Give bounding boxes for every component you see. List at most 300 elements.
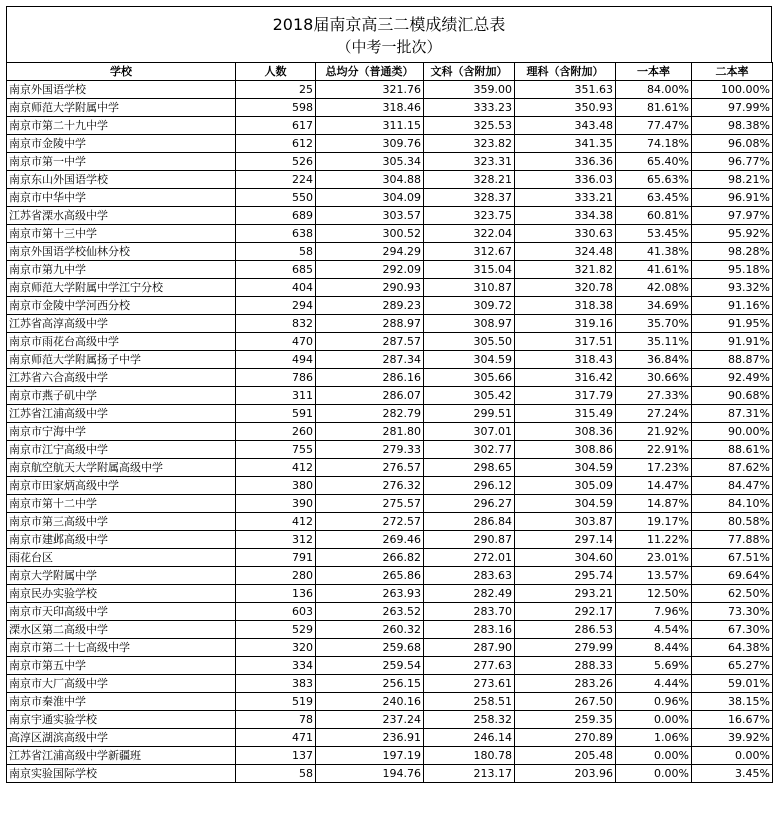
tier1-rate: 12.50% (616, 585, 692, 603)
student-count: 311 (236, 387, 316, 405)
school-name: 南京市金陵中学河西分校 (7, 297, 236, 315)
tier1-rate: 22.91% (616, 441, 692, 459)
tier1-rate: 19.17% (616, 513, 692, 531)
table-row (7, 693, 773, 711)
tier2-rate: 88.87% (692, 351, 773, 369)
table-row (7, 297, 773, 315)
total-avg: 263.93 (316, 585, 424, 603)
science-avg: 318.38 (515, 297, 616, 315)
student-count: 224 (236, 171, 316, 189)
total-avg: 318.46 (316, 99, 424, 117)
tier2-rate: 88.61% (692, 441, 773, 459)
total-avg: 287.57 (316, 333, 424, 351)
total-avg: 237.24 (316, 711, 424, 729)
science-avg: 319.16 (515, 315, 616, 333)
tier1-rate: 0.00% (616, 765, 692, 783)
school-name: 南京市第二十七高级中学 (7, 639, 236, 657)
arts-avg: 312.67 (424, 243, 515, 261)
science-avg: 315.49 (515, 405, 616, 423)
school-name: 南京市燕子矶中学 (7, 387, 236, 405)
arts-avg: 323.82 (424, 135, 515, 153)
total-avg: 263.52 (316, 603, 424, 621)
student-count: 617 (236, 117, 316, 135)
arts-avg: 302.77 (424, 441, 515, 459)
total-avg: 266.82 (316, 549, 424, 567)
total-avg: 288.97 (316, 315, 424, 333)
table-row (7, 639, 773, 657)
school-name: 南京市中华中学 (7, 189, 236, 207)
tier2-rate: 73.30% (692, 603, 773, 621)
tier2-rate: 91.16% (692, 297, 773, 315)
total-avg: 309.76 (316, 135, 424, 153)
school-name: 南京师范大学附属中学江宁分校 (7, 279, 236, 297)
student-count: 320 (236, 639, 316, 657)
school-name: 南京市第十三中学 (7, 225, 236, 243)
total-avg: 260.32 (316, 621, 424, 639)
science-avg: 304.59 (515, 459, 616, 477)
tier2-rate: 0.00% (692, 747, 773, 765)
tier1-rate: 77.47% (616, 117, 692, 135)
table-row (7, 603, 773, 621)
total-avg: 294.29 (316, 243, 424, 261)
school-name: 南京外国语学校仙林分校 (7, 243, 236, 261)
tier2-rate: 87.62% (692, 459, 773, 477)
header-tier1-rate: 一本率 (616, 63, 692, 81)
student-count: 58 (236, 243, 316, 261)
arts-avg: 310.87 (424, 279, 515, 297)
tier2-rate: 97.97% (692, 207, 773, 225)
tier2-rate: 93.32% (692, 279, 773, 297)
tier1-rate: 63.45% (616, 189, 692, 207)
header-total-avg: 总均分（普通类） (316, 63, 424, 81)
total-avg: 194.76 (316, 765, 424, 783)
tier1-rate: 14.87% (616, 495, 692, 513)
total-avg: 276.57 (316, 459, 424, 477)
student-count: 78 (236, 711, 316, 729)
page-title: 2018届南京高三二模成绩汇总表 (272, 15, 506, 34)
tier1-rate: 35.70% (616, 315, 692, 333)
total-avg: 276.32 (316, 477, 424, 495)
tier2-rate: 64.38% (692, 639, 773, 657)
tier1-rate: 74.18% (616, 135, 692, 153)
tier2-rate: 91.95% (692, 315, 773, 333)
tier1-rate: 23.01% (616, 549, 692, 567)
page-subtitle: （中考一批次） (336, 38, 442, 56)
tier1-rate: 27.33% (616, 387, 692, 405)
title-box (6, 6, 772, 62)
total-avg: 272.57 (316, 513, 424, 531)
header-count: 人数 (236, 63, 316, 81)
student-count: 334 (236, 657, 316, 675)
table-row (7, 765, 773, 783)
science-avg: 292.17 (515, 603, 616, 621)
student-count: 612 (236, 135, 316, 153)
arts-avg: 296.27 (424, 495, 515, 513)
arts-avg: 282.49 (424, 585, 515, 603)
science-avg: 279.99 (515, 639, 616, 657)
school-name: 江苏省溧水高级中学 (7, 207, 236, 225)
table-row (7, 747, 773, 765)
total-avg: 292.09 (316, 261, 424, 279)
arts-avg: 304.59 (424, 351, 515, 369)
total-avg: 287.34 (316, 351, 424, 369)
table-row (7, 711, 773, 729)
tier2-rate: 59.01% (692, 675, 773, 693)
tier1-rate: 65.40% (616, 153, 692, 171)
tier1-rate: 0.00% (616, 711, 692, 729)
student-count: 791 (236, 549, 316, 567)
tier2-rate: 69.64% (692, 567, 773, 585)
school-name: 南京市第五中学 (7, 657, 236, 675)
school-name: 南京市田家炳高级中学 (7, 477, 236, 495)
science-avg: 336.36 (515, 153, 616, 171)
science-avg: 308.36 (515, 423, 616, 441)
tier2-rate: 39.92% (692, 729, 773, 747)
tier1-rate: 0.96% (616, 693, 692, 711)
total-avg: 286.16 (316, 369, 424, 387)
arts-avg: 283.16 (424, 621, 515, 639)
student-count: 689 (236, 207, 316, 225)
arts-avg: 283.63 (424, 567, 515, 585)
school-name: 南京航空航天大学附属高级中学 (7, 459, 236, 477)
school-name: 南京市秦淮中学 (7, 693, 236, 711)
student-count: 526 (236, 153, 316, 171)
school-name: 南京宇通实验学校 (7, 711, 236, 729)
student-count: 260 (236, 423, 316, 441)
table-row (7, 225, 773, 243)
tier1-rate: 13.57% (616, 567, 692, 585)
arts-avg: 325.53 (424, 117, 515, 135)
table-row (7, 189, 773, 207)
tier1-rate: 4.54% (616, 621, 692, 639)
school-name: 南京市天印高级中学 (7, 603, 236, 621)
science-avg: 283.26 (515, 675, 616, 693)
arts-avg: 213.17 (424, 765, 515, 783)
school-name: 南京师范大学附属中学 (7, 99, 236, 117)
total-avg: 304.09 (316, 189, 424, 207)
school-name: 南京市江宁高级中学 (7, 441, 236, 459)
student-count: 550 (236, 189, 316, 207)
school-name: 南京市第十二中学 (7, 495, 236, 513)
science-avg: 304.59 (515, 495, 616, 513)
arts-avg: 307.01 (424, 423, 515, 441)
table-row (7, 81, 773, 99)
school-name: 南京市第二十九中学 (7, 117, 236, 135)
table-row (7, 171, 773, 189)
science-avg: 297.14 (515, 531, 616, 549)
table-row (7, 549, 773, 567)
school-name: 南京市第一中学 (7, 153, 236, 171)
school-name: 南京市雨花台高级中学 (7, 333, 236, 351)
table-row (7, 441, 773, 459)
school-name: 南京市建邺高级中学 (7, 531, 236, 549)
student-count: 832 (236, 315, 316, 333)
total-avg: 289.23 (316, 297, 424, 315)
school-name: 高淳区湖滨高级中学 (7, 729, 236, 747)
tier2-rate: 96.91% (692, 189, 773, 207)
tier2-rate: 38.15% (692, 693, 773, 711)
tier2-rate: 92.49% (692, 369, 773, 387)
tier1-rate: 35.11% (616, 333, 692, 351)
tier1-rate: 65.63% (616, 171, 692, 189)
arts-avg: 246.14 (424, 729, 515, 747)
science-avg: 267.50 (515, 693, 616, 711)
table-row (7, 99, 773, 117)
total-avg: 282.79 (316, 405, 424, 423)
tier2-rate: 98.21% (692, 171, 773, 189)
arts-avg: 315.04 (424, 261, 515, 279)
tier2-rate: 90.68% (692, 387, 773, 405)
tier1-rate: 11.22% (616, 531, 692, 549)
arts-avg: 305.42 (424, 387, 515, 405)
table-row (7, 657, 773, 675)
tier1-rate: 8.44% (616, 639, 692, 657)
total-avg: 286.07 (316, 387, 424, 405)
tier1-rate: 53.45% (616, 225, 692, 243)
total-avg: 300.52 (316, 225, 424, 243)
tier1-rate: 21.92% (616, 423, 692, 441)
tier1-rate: 27.24% (616, 405, 692, 423)
table-row (7, 117, 773, 135)
table-row (7, 261, 773, 279)
total-avg: 290.93 (316, 279, 424, 297)
school-name: 南京外国语学校 (7, 81, 236, 99)
table-row (7, 729, 773, 747)
school-name: 南京大学附属中学 (7, 567, 236, 585)
school-name: 南京市宁海中学 (7, 423, 236, 441)
tier2-rate: 77.88% (692, 531, 773, 549)
tier2-rate: 95.92% (692, 225, 773, 243)
student-count: 598 (236, 99, 316, 117)
tier1-rate: 30.66% (616, 369, 692, 387)
tier2-rate: 98.38% (692, 117, 773, 135)
arts-avg: 272.01 (424, 549, 515, 567)
student-count: 58 (236, 765, 316, 783)
school-name: 江苏省六合高级中学 (7, 369, 236, 387)
tier2-rate: 67.51% (692, 549, 773, 567)
tier2-rate: 16.67% (692, 711, 773, 729)
tier1-rate: 81.61% (616, 99, 692, 117)
student-count: 383 (236, 675, 316, 693)
tier2-rate: 96.77% (692, 153, 773, 171)
arts-avg: 287.90 (424, 639, 515, 657)
science-avg: 286.53 (515, 621, 616, 639)
tier2-rate: 98.28% (692, 243, 773, 261)
tier2-rate: 65.27% (692, 657, 773, 675)
school-name: 南京市第九中学 (7, 261, 236, 279)
table-row (7, 315, 773, 333)
science-avg: 330.63 (515, 225, 616, 243)
total-avg: 269.46 (316, 531, 424, 549)
school-name: 南京民办实验学校 (7, 585, 236, 603)
science-avg: 334.38 (515, 207, 616, 225)
student-count: 519 (236, 693, 316, 711)
tier1-rate: 0.00% (616, 747, 692, 765)
student-count: 390 (236, 495, 316, 513)
table-row (7, 495, 773, 513)
arts-avg: 322.04 (424, 225, 515, 243)
arts-avg: 305.50 (424, 333, 515, 351)
tier1-rate: 60.81% (616, 207, 692, 225)
student-count: 412 (236, 513, 316, 531)
arts-avg: 299.51 (424, 405, 515, 423)
header-school: 学校 (7, 63, 236, 81)
table-row (7, 477, 773, 495)
total-avg: 281.80 (316, 423, 424, 441)
tier1-rate: 34.69% (616, 297, 692, 315)
arts-avg: 180.78 (424, 747, 515, 765)
school-name: 南京市第三高级中学 (7, 513, 236, 531)
table-row (7, 621, 773, 639)
total-avg: 311.15 (316, 117, 424, 135)
student-count: 494 (236, 351, 316, 369)
total-avg: 279.33 (316, 441, 424, 459)
science-avg: 308.86 (515, 441, 616, 459)
science-avg: 305.09 (515, 477, 616, 495)
school-name: 江苏省高淳高级中学 (7, 315, 236, 333)
arts-avg: 305.66 (424, 369, 515, 387)
tier1-rate: 42.08% (616, 279, 692, 297)
school-name: 江苏省江浦高级中学新疆班 (7, 747, 236, 765)
student-count: 755 (236, 441, 316, 459)
arts-avg: 328.21 (424, 171, 515, 189)
science-avg: 341.35 (515, 135, 616, 153)
table-row (7, 333, 773, 351)
science-avg: 320.78 (515, 279, 616, 297)
science-avg: 293.21 (515, 585, 616, 603)
student-count: 404 (236, 279, 316, 297)
arts-avg: 273.61 (424, 675, 515, 693)
school-name: 南京市大厂高级中学 (7, 675, 236, 693)
science-avg: 333.21 (515, 189, 616, 207)
science-avg: 317.79 (515, 387, 616, 405)
student-count: 137 (236, 747, 316, 765)
tier1-rate: 84.00% (616, 81, 692, 99)
tier2-rate: 91.91% (692, 333, 773, 351)
total-avg: 305.34 (316, 153, 424, 171)
table-row (7, 423, 773, 441)
science-avg: 203.96 (515, 765, 616, 783)
arts-avg: 328.37 (424, 189, 515, 207)
header-row (7, 63, 773, 81)
table-row (7, 387, 773, 405)
total-avg: 236.91 (316, 729, 424, 747)
total-avg: 275.57 (316, 495, 424, 513)
student-count: 412 (236, 459, 316, 477)
science-avg: 317.51 (515, 333, 616, 351)
table-row (7, 567, 773, 585)
tier1-rate: 41.61% (616, 261, 692, 279)
total-avg: 303.57 (316, 207, 424, 225)
total-avg: 265.86 (316, 567, 424, 585)
student-count: 638 (236, 225, 316, 243)
science-avg: 316.42 (515, 369, 616, 387)
table-row (7, 459, 773, 477)
total-avg: 240.16 (316, 693, 424, 711)
science-avg: 318.43 (515, 351, 616, 369)
science-avg: 259.35 (515, 711, 616, 729)
student-count: 603 (236, 603, 316, 621)
table-row (7, 585, 773, 603)
total-avg: 321.76 (316, 81, 424, 99)
tier1-rate: 14.47% (616, 477, 692, 495)
school-name: 南京市金陵中学 (7, 135, 236, 153)
arts-avg: 309.72 (424, 297, 515, 315)
table-body (7, 81, 773, 783)
arts-avg: 290.87 (424, 531, 515, 549)
table-row (7, 279, 773, 297)
tier1-rate: 1.06% (616, 729, 692, 747)
score-sheet (6, 6, 772, 783)
total-avg: 197.19 (316, 747, 424, 765)
table-row (7, 675, 773, 693)
science-avg: 324.48 (515, 243, 616, 261)
tier2-rate: 90.00% (692, 423, 773, 441)
science-avg: 303.87 (515, 513, 616, 531)
science-avg: 304.60 (515, 549, 616, 567)
school-name: 雨花台区 (7, 549, 236, 567)
tier2-rate: 95.18% (692, 261, 773, 279)
tier1-rate: 17.23% (616, 459, 692, 477)
tier2-rate: 96.08% (692, 135, 773, 153)
arts-avg: 283.70 (424, 603, 515, 621)
school-name: 江苏省江浦高级中学 (7, 405, 236, 423)
student-count: 380 (236, 477, 316, 495)
table-row (7, 135, 773, 153)
table-row (7, 369, 773, 387)
school-name: 溧水区第二高级中学 (7, 621, 236, 639)
school-name: 南京师范大学附属扬子中学 (7, 351, 236, 369)
total-avg: 259.68 (316, 639, 424, 657)
arts-avg: 323.31 (424, 153, 515, 171)
arts-avg: 286.84 (424, 513, 515, 531)
tier2-rate: 100.00% (692, 81, 773, 99)
student-count: 294 (236, 297, 316, 315)
student-count: 136 (236, 585, 316, 603)
table-row (7, 243, 773, 261)
total-avg: 256.15 (316, 675, 424, 693)
arts-avg: 296.12 (424, 477, 515, 495)
student-count: 591 (236, 405, 316, 423)
tier2-rate: 80.58% (692, 513, 773, 531)
arts-avg: 298.65 (424, 459, 515, 477)
tier2-rate: 84.47% (692, 477, 773, 495)
tier1-rate: 4.44% (616, 675, 692, 693)
arts-avg: 308.97 (424, 315, 515, 333)
table-row (7, 351, 773, 369)
arts-avg: 359.00 (424, 81, 515, 99)
student-count: 529 (236, 621, 316, 639)
table-row (7, 405, 773, 423)
tier1-rate: 41.38% (616, 243, 692, 261)
header-arts: 文科（含附加） (424, 63, 515, 81)
science-avg: 350.93 (515, 99, 616, 117)
arts-avg: 258.51 (424, 693, 515, 711)
student-count: 470 (236, 333, 316, 351)
tier1-rate: 36.84% (616, 351, 692, 369)
science-avg: 336.03 (515, 171, 616, 189)
science-avg: 295.74 (515, 567, 616, 585)
total-avg: 259.54 (316, 657, 424, 675)
school-name: 南京东山外国语学校 (7, 171, 236, 189)
tier2-rate: 67.30% (692, 621, 773, 639)
tier1-rate: 5.69% (616, 657, 692, 675)
table-row (7, 531, 773, 549)
score-table (6, 62, 773, 783)
science-avg: 351.63 (515, 81, 616, 99)
science-avg: 205.48 (515, 747, 616, 765)
header-tier2-rate: 二本率 (692, 63, 773, 81)
